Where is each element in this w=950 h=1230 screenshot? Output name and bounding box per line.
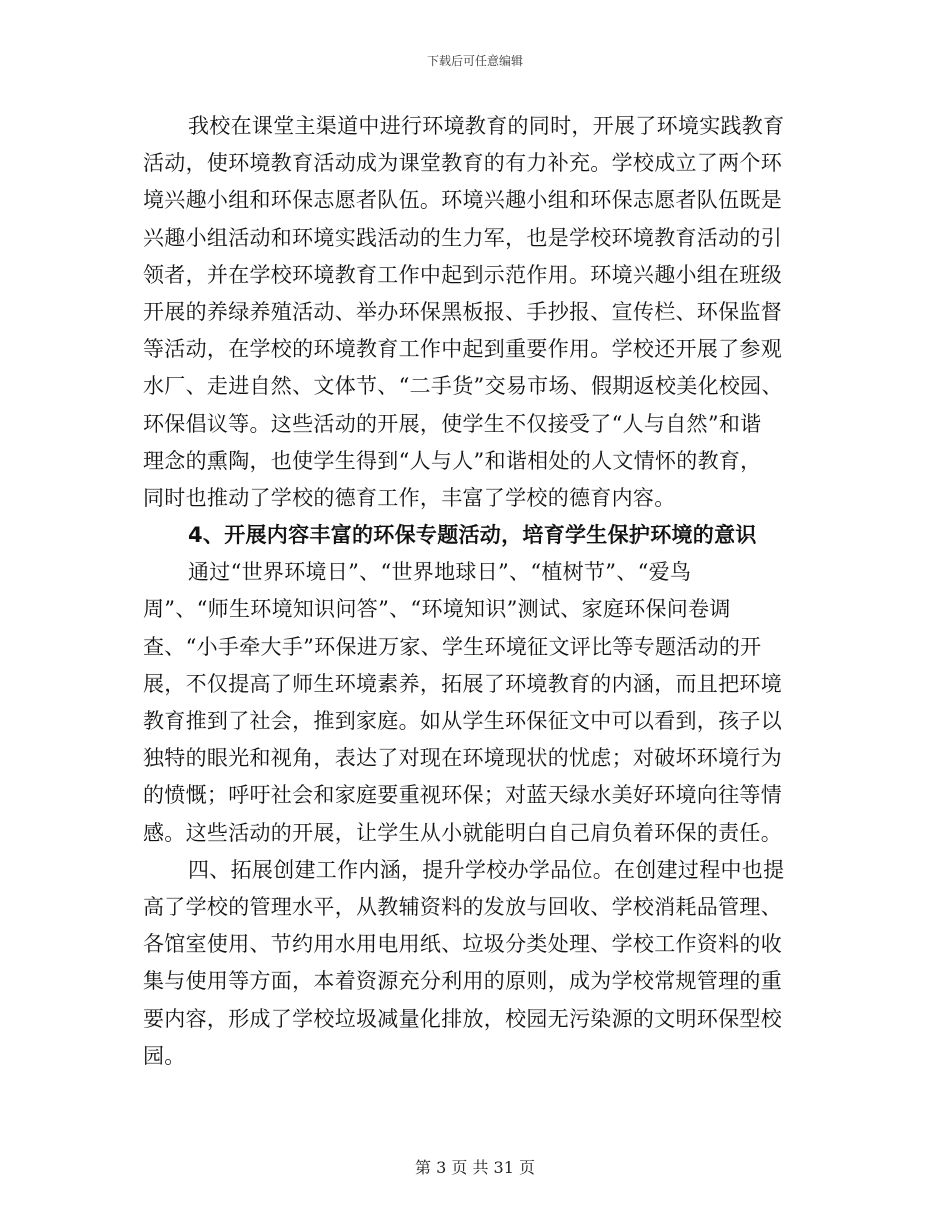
paragraph-line: 高了学校的管理水平，从教辅资料的发放与回收、学校消耗品管理、 <box>143 894 782 919</box>
paragraph-line: 开展的养绿养殖活动、举办环保黑板报、手抄报、宣传栏、环保监督 <box>143 299 782 324</box>
paragraph-line: 环保倡议等。这些活动的开展，使学生不仅接受了“人与自然”和谐 <box>143 411 762 436</box>
paragraph-line: 周”、“师生环境知识问答”、“环境知识”测试、家庭环保问卷调 <box>143 597 731 622</box>
paragraph-line: 独特的眼光和视角，表达了对现在环境现状的忧虑；对破坏环境行为 <box>143 746 782 771</box>
paragraph-line: 要内容，形成了学校垃圾减量化排放，校园无污染源的文明环保型校 <box>143 1006 782 1031</box>
section-heading: 4、开展内容丰富的环保专题活动，培育学生保护环境的意识 <box>188 523 757 548</box>
paragraph-line: 我校在课堂主渠道中进行环境教育的同时，开展了环境实践教育 <box>188 114 785 138</box>
paragraph-line: 领者，并在学校环境教育工作中起到示范作用。环境兴趣小组在班级 <box>143 262 782 287</box>
paragraph-line: 教育推到了社会，推到家庭。如从学生环保征文中可以看到，孩子以 <box>143 709 782 733</box>
page-footer: 第 3 页 共 31 页 <box>415 1158 535 1177</box>
paragraph-line: 活动，使环境教育活动成为课堂教育的有力补充。学校成立了两个环 <box>143 151 782 176</box>
page-header: 下载后可任意编辑 <box>426 54 523 68</box>
paragraph-line: 园。 <box>143 1043 186 1068</box>
paragraph-line: 感。这些活动的开展，让学生从小就能明白自己肩负着环保的责任。 <box>143 820 782 845</box>
paragraph-line: 各馆室使用、节约用水用电用纸、垃圾分类处理、学校工作资料的收 <box>143 932 782 957</box>
paragraph-line: 查、“小手牵大手”环保进万家、学生环境征文评比等专题活动的开 <box>143 634 762 659</box>
paragraph-line: 集与使用等方面，本着资源充分利用的原则，成为学校常规管理的重 <box>143 969 782 994</box>
paragraph-line: 展，不仅提高了师生环境素养，拓展了环境教育的内涵，而且把环境 <box>143 671 782 696</box>
paragraph-line: 兴趣小组活动和环境实践活动的生力军，也是学校环境教育活动的引 <box>143 225 782 250</box>
paragraph-line: 的愤慨；呼吁社会和家庭要重视环保；对蓝天绿水美好环境向往等情 <box>143 783 782 808</box>
paragraph-line: 水厂、走进自然、文体节、“二手货”交易市场、假期返校美化校园、 <box>143 374 783 399</box>
paragraph-line: 四、拓展创建工作内涵，提升学校办学品位。在创建过程中也提 <box>188 857 785 882</box>
paragraph-line: 同时也推动了学校的德育工作，丰富了学校的德育内容。 <box>143 485 676 510</box>
document-body <box>143 108 808 1075</box>
paragraph-line: 通过“世界环境日”、“世界地球日”、“植树节”、“爱鸟 <box>188 560 692 585</box>
paragraph-line: 境兴趣小组和环保志愿者队伍。环境兴趣小组和环保志愿者队伍既是 <box>143 188 782 213</box>
paragraph-line: 等活动，在学校的环境教育工作中起到重要作用。学校还开展了参观 <box>143 337 782 362</box>
paragraph-line: 理念的熏陶，也使学生得到“人与人”和谐相处的人文情怀的教育， <box>143 448 762 473</box>
